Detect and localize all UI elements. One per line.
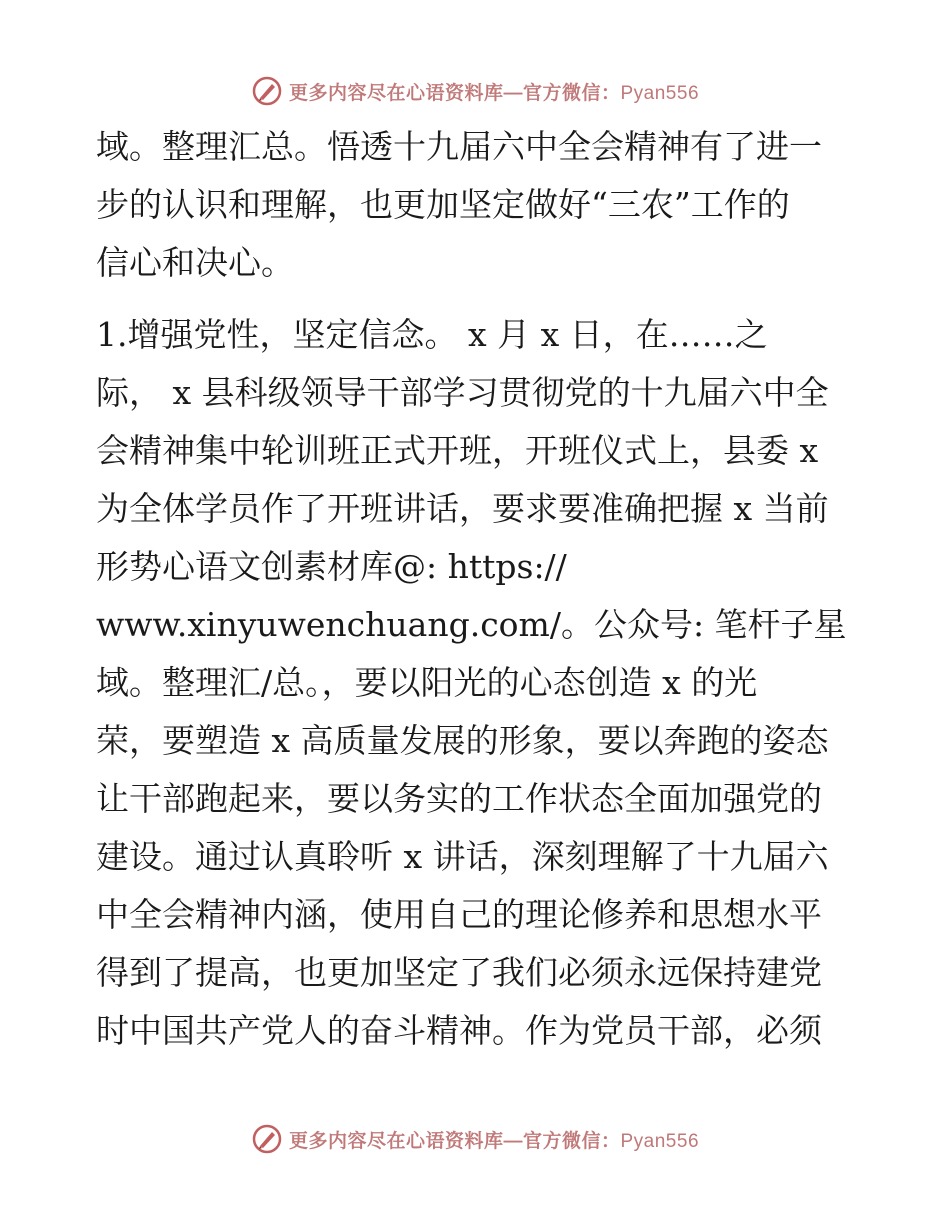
text-line: 步的认识和理解，也更加坚定做好“三农”工作的 — [96, 185, 790, 224]
text-line: 1.增强党性，坚定信念。 x 月 x 日，在……之 — [96, 315, 768, 354]
text-line: 形势心语文创素材库@: https:// — [96, 547, 567, 586]
text-line: 时中国共产党人的奋斗精神。作为党员干部，必须 — [96, 1011, 822, 1050]
header-watermark-text: 更多内容尽在心语资料库—官方微信： — [288, 82, 621, 104]
text-line: 际， x 县科级领导干部学习贯彻党的十九届六中全 — [96, 373, 829, 412]
text-line: 让干部跑起来，要以务实的工作状态全面加强党的 — [96, 779, 822, 818]
footer-watermark — [0, 1122, 950, 1156]
text-line: 得到了提高，也更加坚定了我们必须永远保持建党 — [96, 953, 822, 992]
text-line: 建设。通过认真聆听 x 讲话，深刻理解了十九届六 — [96, 837, 829, 876]
text-line: 信心和决心。 — [96, 243, 294, 282]
text-line: 域。整理汇总。悟透十九届六中全会精神有了进一 — [96, 127, 822, 166]
header-watermark — [0, 74, 950, 108]
text-line: 中全会精神内涵，使用自己的理论修养和思想水平 — [96, 895, 822, 934]
footer-watermark-id: Pyan556 — [620, 1130, 700, 1152]
body-text — [96, 118, 856, 1060]
text-line: 会精神集中轮训班正式开班，开班仪式上，县委 x — [96, 431, 819, 470]
paragraph-1 — [96, 118, 856, 292]
footer-watermark-text: 更多内容尽在心语资料库—官方微信： — [288, 1130, 621, 1152]
pen-logo-icon — [251, 75, 283, 107]
text-line: 荣，要塑造 x 高质量发展的形象，要以奔跑的姿态 — [96, 721, 829, 760]
text-line: 域。整理汇/总。，要以阳光的心态创造 x 的光 — [96, 663, 758, 702]
text-line: www.xinyuwenchuang.com/。公众号: 笔杆子星 — [96, 605, 847, 644]
pen-logo-icon — [251, 1123, 283, 1155]
text-line: 为全体学员作了开班讲话，要求要准确把握 x 当前 — [96, 489, 829, 528]
paragraph-2 — [96, 306, 856, 1060]
header-watermark-id: Pyan556 — [620, 82, 700, 104]
